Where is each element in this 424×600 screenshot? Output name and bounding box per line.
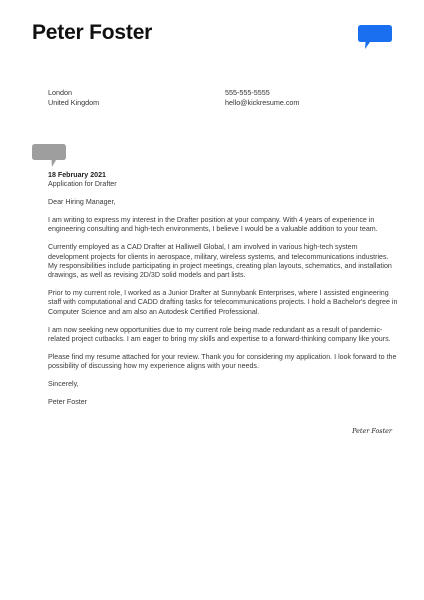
letter-subject: Application for Drafter <box>48 180 117 189</box>
contact-city: London <box>48 88 72 97</box>
letter-body <box>48 171 398 407</box>
letter-paragraph: Prior to my current role, I worked as a Junior Drafter at Sunnybank Enterprises, where I assisted engineering staff with computational and CADD drafting tasks for telecommunications projects. I hold a Bachelor's degree in Computer Science and am also an Autodesk Certified Professional. <box>48 289 398 316</box>
speech-bubble-icon <box>32 144 66 168</box>
letter-paragraph: I am now seeking new opportunities due to my current role being made redundant as a result of pandemic-related project cutbacks. I am eager to bring my skills and expertise to a forward-thinking company like yours. <box>48 325 391 343</box>
contact-details <box>225 88 299 107</box>
letter-date: 18 February 2021 <box>48 171 106 179</box>
letter-paragraph: I am writing to express my interest in the Drafter position at your company. With 4 years of experience in engineering consulting and high-tech environments, I believe I would be a valuable addition to your team. <box>48 216 378 234</box>
letter-closing-name: Peter Foster <box>48 397 88 406</box>
handwritten-signature: Peter Foster <box>352 427 392 435</box>
letter-paragraph: Currently employed as a CAD Drafter at Halliwell Global, I am involved in various high-tech system development projects for clients in aerospace, military, wireless systems, and telecommunications industries. My responsibilities include participating in project meetings, creating plan layouts, schematics, and installation drawings, as well as revising 2D/3D solid models and part lists. <box>48 243 392 280</box>
contact-country: United Kingdom <box>48 97 100 107</box>
contact-phone: 555-555-5555 <box>225 88 270 97</box>
letter-paragraph: Please find my resume attached for your review. Thank you for considering my application. I look forward to the possibility of discussing how my experience aligns with your needs. <box>48 352 397 371</box>
applicant-name: Peter Foster <box>32 21 153 44</box>
contact-address <box>48 88 99 107</box>
speech-bubble-icon <box>358 25 392 51</box>
contact-email: hello@kickresume.com <box>225 97 300 107</box>
letter-greeting: Dear Hiring Manager, <box>48 198 116 207</box>
letter-closing: Sincerely, <box>48 379 79 388</box>
